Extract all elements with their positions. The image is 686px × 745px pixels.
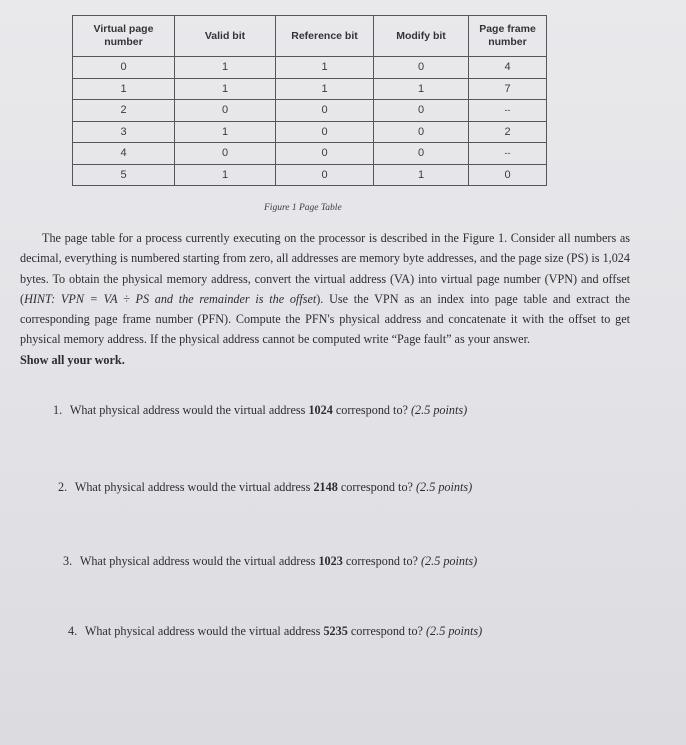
table-cell: -- — [469, 143, 547, 165]
header-reference-bit: Reference bit — [276, 16, 374, 57]
header-page-frame-number: Page frame number — [469, 16, 547, 57]
table-cell: 0 — [276, 100, 374, 122]
table-cell: 2 — [73, 100, 175, 122]
table-cell: 0 — [175, 100, 276, 122]
question-text-suffix: correspond to? — [335, 403, 408, 417]
question-number: 1. — [53, 403, 63, 417]
question-3 — [63, 554, 477, 569]
header-valid-bit: Valid bit — [175, 16, 276, 57]
table-cell: 0 — [175, 143, 276, 165]
question-points: (2.5 points) — [426, 624, 483, 638]
table-cell: 0 — [276, 164, 374, 186]
question-text: What physical address would the virtual address — [79, 554, 316, 568]
header-modify-bit: Modify bit — [374, 16, 469, 57]
question-number: 4. — [68, 624, 78, 638]
table-cell: 5 — [73, 164, 175, 186]
question-text-suffix: correspond to? — [345, 554, 418, 568]
table-cell: 1 — [175, 164, 276, 186]
table-cell: 0 — [374, 121, 469, 143]
table-cell: 0 — [73, 57, 175, 79]
page-table — [72, 15, 547, 186]
show-work-instruction: Show all your work. — [20, 352, 125, 367]
figure-caption: Figure 1 Page Table — [264, 203, 342, 213]
header-virtual-page-number: Virtual page number — [73, 16, 175, 57]
table-cell: 1 — [175, 57, 276, 79]
table-row — [73, 164, 547, 186]
question-2 — [58, 480, 472, 495]
table-cell: -- — [469, 100, 547, 122]
table-cell: 1 — [175, 78, 276, 100]
table-row — [73, 57, 547, 79]
question-address: 1023 — [318, 554, 343, 568]
table-cell: 3 — [73, 121, 175, 143]
question-number: 3. — [63, 554, 73, 568]
question-text: What physical address would the virtual address — [74, 480, 311, 494]
table-cell: 0 — [276, 121, 374, 143]
table-cell: 7 — [469, 78, 547, 100]
question-points: (2.5 points) — [421, 554, 478, 568]
question-text: What physical address would the virtual address — [69, 403, 306, 417]
table-cell: 0 — [469, 164, 547, 186]
question-text-suffix: correspond to? — [340, 480, 413, 494]
table-cell: 0 — [374, 143, 469, 165]
question-1 — [53, 403, 467, 418]
table-row — [73, 121, 547, 143]
table-cell: 1 — [73, 78, 175, 100]
table-row — [73, 78, 547, 100]
table-cell: 0 — [374, 57, 469, 79]
table-cell: 1 — [175, 121, 276, 143]
table-cell: 1 — [276, 57, 374, 79]
question-4 — [68, 624, 482, 639]
table-header-row — [73, 16, 547, 57]
table-cell: 1 — [276, 78, 374, 100]
table-row — [73, 143, 547, 165]
description-text: The page table for a process currently executing on the processor is described in the Figure 1. Consider all numbers as decimal, everything is numbered starting from zero, all addresses are memory byte addresses, and the page size (PS) is 1,024 bytes. To obtain the physical memory address, convert the virtual address (VA) into virtual page number (VPN) and offset ( — [20, 231, 630, 306]
table-cell: 2 — [469, 121, 547, 143]
question-text-suffix: correspond to? — [350, 624, 423, 638]
question-points: (2.5 points) — [416, 480, 473, 494]
question-text: What physical address would the virtual address — [84, 624, 321, 638]
question-number: 2. — [58, 480, 68, 494]
table-cell: 4 — [469, 57, 547, 79]
problem-description — [20, 228, 630, 370]
description-text-continued: ). Use the VPN as an index into page table and extract the corresponding page frame number (PFN). Compute the PFN's physical address and concatenate it with the offset to get physical memory address. If the physical address cannot be computed write “Page fault” as your answer. — [20, 291, 630, 347]
question-address: 5235 — [323, 624, 348, 638]
table-cell: 1 — [374, 164, 469, 186]
hint-text: HINT: VPN = VA ÷ PS and the remainder is the offset — [24, 291, 317, 306]
question-address: 2148 — [313, 480, 338, 494]
table-cell: 1 — [374, 78, 469, 100]
table-cell: 0 — [276, 143, 374, 165]
question-points: (2.5 points) — [411, 403, 468, 417]
table-cell: 0 — [374, 100, 469, 122]
table-row — [73, 100, 547, 122]
table-cell: 4 — [73, 143, 175, 165]
question-address: 1024 — [308, 403, 333, 417]
